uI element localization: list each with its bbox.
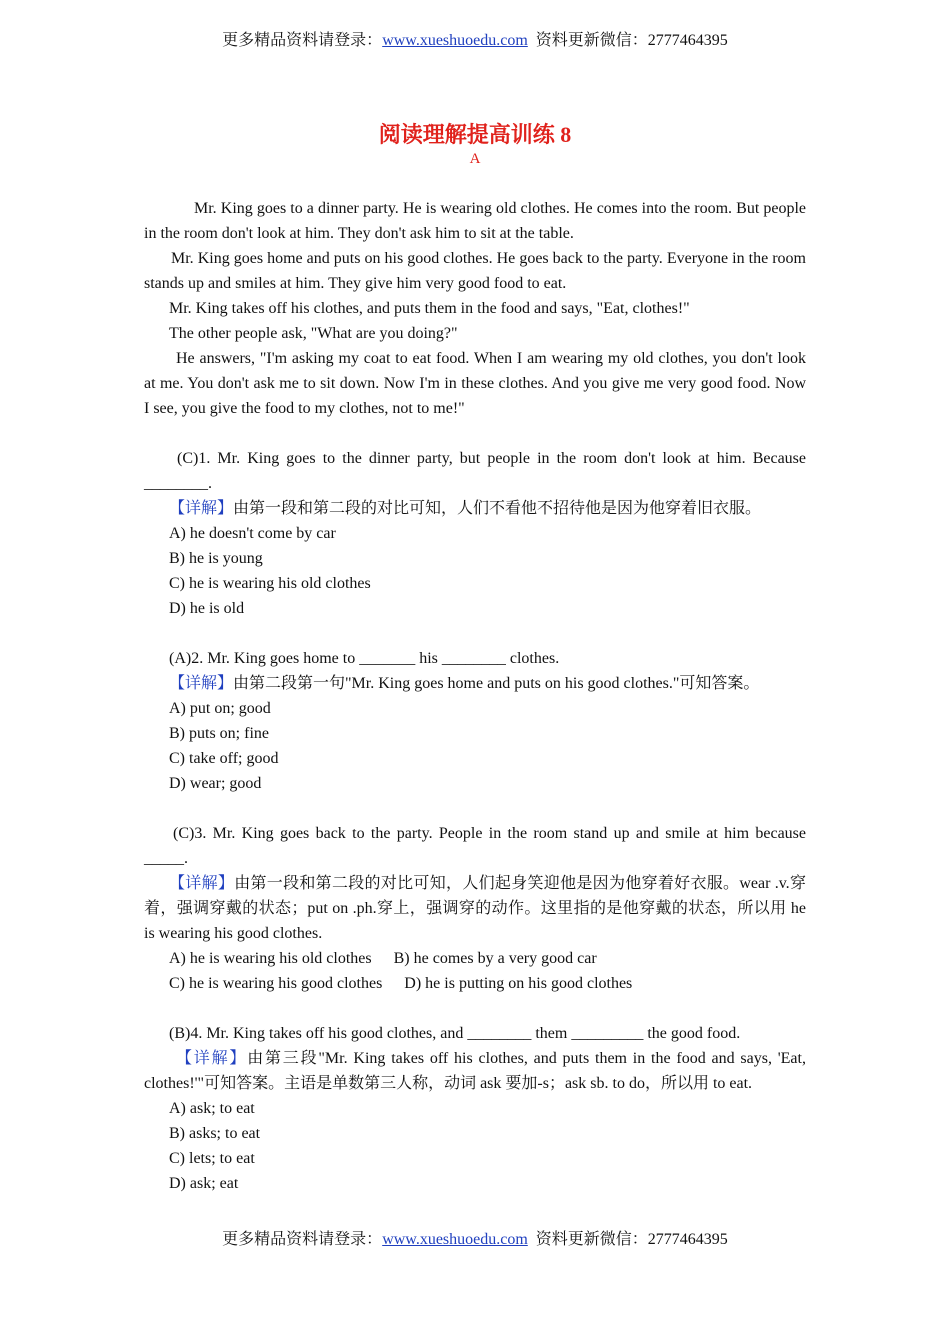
detail-text: 由第一段和第二段的对比可知，人们起身笑迎他是因为他穿着好衣服。wear .v.穿着，强调穿戴的状态；put on .ph.穿上，强调穿的动作。这里指的是他穿戴的状态，所以用 he is wearing his good clothes. [144,875,806,942]
passage-paragraph-1: Mr. King goes to a dinner party. He is wearing old clothes. He comes into the room. But people in the room don't look at him. They don't ask him to sit at the table. [144,200,806,242]
option-row [144,971,806,996]
question-2-detail [144,671,806,696]
detail-text: 由第一段和第二段的对比可知，人们不看他不招待他是因为他穿着旧衣服。 [233,500,762,517]
question-2-stem: (A)2. Mr. King goes home to _______ his ________ clothes. [169,650,560,667]
option: D) wear; good [169,775,262,792]
passage-paragraph-5: He answers, "I'm asking my coat to eat food. When I am wearing my old clothes, you don't look at me. You don't ask me to sit down. Now I'm in these clothes. And you give me very good food. Now I see, you give the food to my clothes, not to me!" [144,350,806,417]
question-3-detail [144,871,806,946]
footer-prefix: 更多精品资料请登录： [222,1231,383,1248]
option: B) he is young [169,550,263,567]
option: D) he is putting on his good clothes [404,975,633,992]
option: D) he is old [169,600,245,617]
header-link[interactable]: www.xueshuoedu.com [382,32,528,49]
option: A) ask; to eat [169,1100,255,1117]
question-4-detail [144,1046,806,1096]
option: C) lets; to eat [169,1150,255,1167]
option: B) he comes by a very good car [393,950,597,967]
question-1-detail [144,496,806,521]
option: D) ask; eat [169,1175,239,1192]
option: B) puts on; fine [169,725,269,742]
option: A) put on; good [169,700,271,717]
option: C) he is wearing his good clothes [169,975,383,992]
option: A) he doesn't come by car [169,525,336,542]
detail-text: 由第二段第一句"Mr. King goes home and puts on his good clothes."可知答案。 [233,675,760,692]
detail-text: 由第三段"Mr. King takes off his clothes, and puts them in the food and says, 'Eat, clothes!'"可知答案。主语是单数第三人称，动词 ask 要加-s；ask sb. to do，所以用 to eat. [144,1050,806,1092]
question-1-stem: (C)1. Mr. King goes to the dinner party, but people in the room don't look at him. Because ________. [144,450,806,492]
detail-label: 【详解】 [169,500,234,517]
detail-label: 【详解】 [176,1050,248,1067]
detail-label: 【详解】 [169,675,234,692]
detail-label: 【详解】 [169,875,235,892]
option: A) he is wearing his old clothes [169,950,372,967]
question-3-stem: (C)3. Mr. King goes back to the party. People in the room stand up and smile at him because _____. [144,825,806,867]
page-header [0,30,950,52]
option: C) take off; good [169,750,279,767]
page-title: 阅读理解提高训练 8 [378,122,572,147]
passage-paragraph-2: Mr. King goes home and puts on his good clothes. He goes back to the party. Everyone in the room stands up and smiles at him. They give him very good food to eat. [144,250,806,292]
footer-suffix: 资料更新微信：2777464395 [527,1231,728,1248]
option-row [144,946,806,971]
header-suffix: 资料更新微信：2777464395 [527,32,728,49]
passage-paragraph-3: Mr. King takes off his clothes, and puts them in the food and says, "Eat, clothes!" [169,300,690,317]
page-subtitle: A [469,151,481,167]
question-4-stem: (B)4. Mr. King takes off his good clothes, and ________ them _________ the good food. [169,1025,741,1042]
page-footer [0,1229,950,1251]
header-prefix: 更多精品资料请登录： [222,32,383,49]
main-content [144,196,806,1196]
footer-link[interactable]: www.xueshuoedu.com [382,1231,528,1248]
option: B) asks; to eat [169,1125,261,1142]
passage-paragraph-4: The other people ask, "What are you doing?" [169,325,458,342]
option: C) he is wearing his old clothes [169,575,371,592]
